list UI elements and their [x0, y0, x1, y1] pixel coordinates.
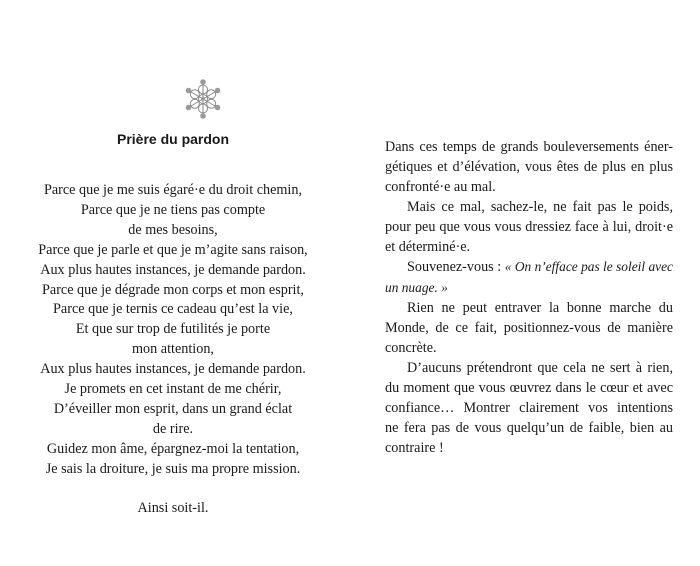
text-line: concrète.	[385, 340, 437, 357]
text-line: D’aucuns prétendront que cela ne sert à rien,	[407, 359, 673, 376]
poem-line: Parce que je me suis égaré·e du droit chemin,	[43, 182, 303, 198]
text-line: pour peu que vous vous dressiez face à lui, droit·e	[385, 218, 673, 235]
text-line: ne fera pas de vous quelqu’un de faible, bien au	[385, 419, 673, 436]
poem-line: Guidez mon âme, épargnez-moi la tentation,	[46, 440, 300, 457]
text-line: du moment que vous œuvrez dans le cœur et avec	[385, 379, 673, 396]
text-line: contraire !	[385, 439, 444, 456]
poem-line: de rire.	[152, 420, 194, 437]
poem-line: Parce que je ternis ce cadeau qu’est la vie,	[53, 301, 293, 318]
text-line: gétiques et d’élévation, vous êtes de plus en plus	[385, 158, 673, 175]
paragraph-3	[385, 257, 673, 299]
poem-line: Parce que je ne tiens pas compte	[80, 201, 266, 218]
paragraph-4	[385, 299, 673, 359]
poem-body	[28, 181, 318, 519]
poem-line: mon attention,	[132, 341, 214, 358]
poem-blank-line	[28, 480, 318, 500]
poem-line: Aux plus hautes instances, je demande pardon.	[40, 261, 306, 278]
text-line: confronté·e au mal.	[385, 178, 496, 195]
text-line	[385, 257, 673, 278]
poem-closing-line: Ainsi soit-il.	[137, 500, 209, 517]
text-line: Mais ce mal, sachez-le, ne fait pas le poids,	[407, 198, 673, 215]
poem-line: Je promets en cet instant de me chérir,	[64, 381, 282, 398]
poem-line: Parce que je parle et que je m’agite sans raison,	[38, 241, 308, 258]
paragraph-2	[385, 198, 673, 258]
flower-of-life-ornament-icon	[182, 78, 224, 120]
text-line: Monde, de ce fait, positionnez-vous de manière	[385, 320, 673, 337]
paragraph-1	[385, 138, 673, 198]
quote-text: « On n’efface pas le soleil avec	[504, 259, 673, 275]
text-line: confiance… Montrer clairement vos intentions	[385, 399, 673, 416]
text-line: Dans ces temps de grands bouleversements éner-	[385, 139, 673, 155]
prose-body	[385, 138, 673, 459]
poem-line: Et que sur trop de futilités je porte	[75, 321, 271, 338]
poem-line: Je sais la droiture, je suis ma propre mission.	[45, 460, 301, 477]
poem-title: Prière du pardon	[116, 131, 230, 147]
poem-line: D’éveiller mon esprit, dans un grand éclat	[53, 400, 293, 417]
text-line	[385, 278, 673, 299]
poem-line: de mes besoins,	[128, 221, 218, 238]
quote-prefix: Souvenez-vous :	[407, 259, 505, 276]
paragraph-5	[385, 359, 673, 459]
text-line: et déterminé·e.	[385, 238, 471, 255]
quote-text: un nuage. »	[385, 280, 448, 296]
poem-line: Parce que je dégrade mon corps et mon esprit,	[42, 281, 304, 298]
text-line: Rien ne peut entraver la bonne marche du	[407, 300, 673, 317]
poem-line: Aux plus hautes instances, je demande pardon.	[40, 361, 306, 378]
